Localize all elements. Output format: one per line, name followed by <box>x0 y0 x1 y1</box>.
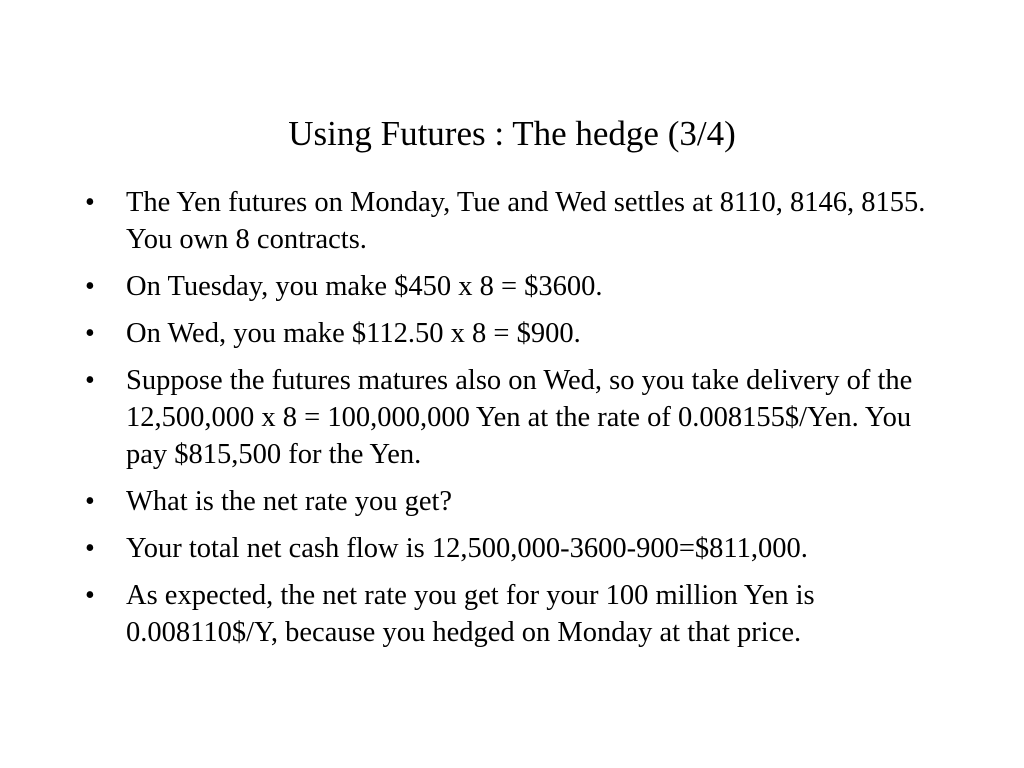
bullet-icon: • <box>85 271 95 302</box>
bullet-text: Your total net cash flow is 12,500,000-3600-900=$811,000. <box>126 533 808 564</box>
list-item <box>85 315 945 352</box>
bullet-text: On Tuesday, you make $450 x 8 = $3600. <box>126 271 603 302</box>
list-item <box>85 184 945 258</box>
bullet-icon: • <box>85 533 95 564</box>
bullet-icon: • <box>85 318 95 349</box>
bullet-icon: • <box>85 580 95 611</box>
bullet-text: As expected, the net rate you get for your 100 million Yen is 0.008110$/Y, because you hedged on Monday at that price. <box>126 580 815 648</box>
list-item <box>85 577 945 651</box>
slide-title: Using Futures : The hedge (3/4) <box>288 114 736 153</box>
bullet-text: Suppose the futures matures also on Wed, so you take delivery of the 12,500,000 x 8 = 100,000,000 Yen at the rate of 0.008155$/Yen. You pay $815,500 for the Yen. <box>126 365 913 470</box>
bullet-text: On Wed, you make $112.50 x 8 = $900. <box>126 318 581 349</box>
bullet-list <box>85 184 945 661</box>
bullet-icon: • <box>85 187 95 218</box>
list-item <box>85 483 945 520</box>
list-item <box>85 530 945 567</box>
list-item <box>85 362 945 473</box>
list-item <box>85 268 945 305</box>
bullet-icon: • <box>85 486 95 517</box>
bullet-text: The Yen futures on Monday, Tue and Wed settles at 8110, 8146, 8155. You own 8 contracts. <box>126 187 926 255</box>
bullet-icon: • <box>85 365 95 396</box>
bullet-text: What is the net rate you get? <box>126 486 453 517</box>
